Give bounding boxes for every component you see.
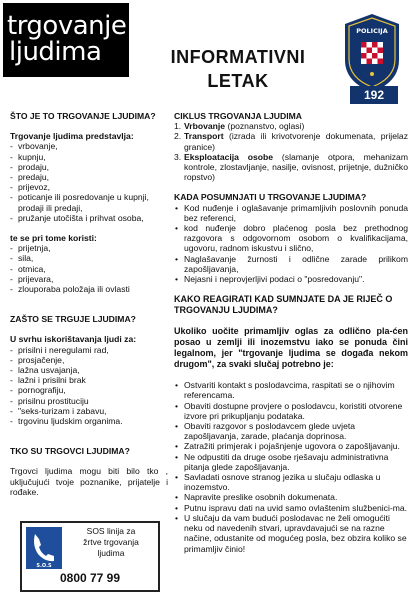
right-column <box>174 111 408 554</box>
sos-line3: ljudima <box>97 548 125 558</box>
list-item: - prijevoz, <box>10 182 168 192</box>
logo-line2: ljudima <box>9 37 102 67</box>
list-item: - poticanje ili posredovanje u kupnji, prodaji ili predaji, <box>10 192 168 212</box>
sos-label <box>66 526 156 559</box>
list-item: - sila, <box>10 253 168 263</box>
q1-heading: ŠTO JE TO TRGOVANJE LJUDIMA? <box>10 111 156 121</box>
step-title: Vrbovanje <box>184 121 226 132</box>
list-item: - predaju, <box>10 172 168 182</box>
cycle-heading: CIKLUS TRGOVANJA LJUDIMA <box>174 111 302 121</box>
react-list <box>174 380 408 553</box>
step-number: 2. <box>174 131 182 142</box>
suspect-list <box>174 203 408 285</box>
list-item: - "seks-turizam i zabavu, <box>10 406 168 416</box>
title-line1: INFORMATIVNI <box>170 47 306 67</box>
step-title: Eksploatacija osobe <box>184 151 274 162</box>
list-item: - zlouporaba položaja ili ovlasti <box>10 284 168 294</box>
list-item: - kupnju, <box>10 152 168 162</box>
sos-badge: S.O.S <box>36 563 52 569</box>
list-item <box>174 131 408 151</box>
react-intro: Ukoliko uočite primamljiv oglas za odlično pla-ćen posao u zemlji ili inozemstvu iako se ponuda čini legalnom, jer "trgovanje ljudima se događa nekom drugom", za svaki slučaj potrebno je: <box>174 326 408 370</box>
list-item: - prosjačenje, <box>10 355 168 365</box>
list-item: • Ne odpustiti da druge osobe rješavaju administrativna pitanja glede zapošljavanja. <box>174 452 408 472</box>
q3-text: Trgovci ljudima mogu biti bilo tko , uključujući tvoje poznanike, prijatelje i rođake. <box>10 466 168 497</box>
list-item: - vrbovanje, <box>10 141 168 151</box>
list-item: • Naglašavanje žurnosti i odlične zarade prilikom zapošljavanja, <box>174 254 408 274</box>
list-item: • Obaviti dostupne provjere o poslodavcu, koristiti otvorene izvore pri prikupljanju podataka. <box>174 401 408 421</box>
police-label: POLICIJA <box>356 27 388 35</box>
phone-sos-icon <box>26 527 62 569</box>
list-item: • U slučaju da vam budući poslodavac ne želi omogućiti neku od navedenih stvari, upravdavajući se na razne načine, odustanite od mogućeg posla, bez obzira koliko se primamljiv činio! <box>174 513 408 554</box>
list-item: • Savladati osnove stranog jezika u slučaju odlaska u inozemstvo. <box>174 472 408 492</box>
list-item: • Zatražiti primjerak i pojašnjenje ugovora o zapošljavanju. <box>174 441 408 451</box>
step-text: (poznanstvo, oglasi) <box>225 121 305 132</box>
list-item: • Napravite preslike osobnih dokumenata. <box>174 492 408 502</box>
list-item: • Nejasni i neprovjerljivi podaci o "posredovanju". <box>174 274 408 284</box>
list-item: - lažna usvajanja, <box>10 365 168 375</box>
list-item: - prisilni i neregulami rad, <box>10 345 168 355</box>
list-item: • kod nuđenje dobro plaćenog posla bez prethodnog razgovora s odgovornom osobom o kvalifikacijama, ugovoru, radnom iskustvu i slično, <box>174 223 408 254</box>
list-item <box>174 121 408 131</box>
trafficking-logo <box>3 3 129 77</box>
sos-line1: SOS linija za <box>86 526 136 536</box>
list-item: • Kod nuđenje i oglašavanje primamljivih poslovnih ponuda bez referenci, <box>174 203 408 223</box>
sos-box <box>20 521 160 592</box>
left-column <box>10 111 168 497</box>
list-item <box>174 152 408 183</box>
list-item: - prijevara, <box>10 274 168 284</box>
list-item: - pornografiju, <box>10 385 168 395</box>
q2-list <box>10 345 168 427</box>
step-text: (slamanje otpora, mehanizam kontrole, zlostavljanje, nasilje, ovisnost, prijetnje, dužničko ropstvo) <box>184 151 408 183</box>
q3-heading: TKO SU TRGOVCI LJUDIMA? <box>10 446 130 457</box>
q1-list <box>10 141 168 223</box>
q1-list2 <box>10 243 168 294</box>
list-item: • Ostvariti kontakt s poslodavcima, raspitati se o njihovim referencama. <box>174 380 408 400</box>
logo-line1: trgovanje <box>7 11 127 41</box>
q2-intro: U svrhu iskorištavanja ljudi za: <box>10 334 137 345</box>
list-item: - otmica, <box>10 264 168 274</box>
step-number: 1. <box>174 121 182 132</box>
suspect-heading: KADA POSUMNJATI U TRGOVANJE LJUDIMA? <box>174 192 367 203</box>
q2-heading: ZAŠTO SE TRGUJE LJUDIMA? <box>10 314 136 325</box>
step-number: 3. <box>174 151 182 162</box>
sos-line2: žrtve trgovanja <box>83 537 139 547</box>
q1-intro2: te se pri tome koristi: <box>10 233 97 244</box>
react-heading: KAKO REAGIRATI KAD SUMNJATE DA JE RIJEČ O TRGOVANJU LJUDIMA? <box>174 294 393 316</box>
list-item: - prijetnja, <box>10 243 168 253</box>
list-item: - trgovinu ljudskim organima. <box>10 416 168 426</box>
list-item: - pružanje utočišta i prihvat osoba, <box>10 213 168 223</box>
list-item: - prisilnu prostituciju <box>10 396 168 406</box>
page-title <box>138 45 338 93</box>
step-text: (izrada ili krivotvorenje dokumenata, prijelaz granice) <box>184 131 408 152</box>
title-line2: LETAK <box>207 71 269 91</box>
cycle-list <box>174 121 408 182</box>
sos-phone-number: 0800 77 99 <box>59 571 121 585</box>
hotline-badge: 192 <box>350 86 398 104</box>
list-item: - prodaju, <box>10 162 168 172</box>
list-item: • Putnu ispravu dati na uvid samo ovlaštenim službenici-ma. <box>174 503 408 513</box>
q1-intro: Trgovanje ljudima predstavlja: <box>10 131 134 142</box>
list-item: • Obaviti razgovor s poslodavcem glede uvjeta zapošljavanja, zarade, plaćanja doprinosa. <box>174 421 408 441</box>
step-title: Transport <box>184 131 224 142</box>
list-item: - lažni i prisilni brak <box>10 375 168 385</box>
